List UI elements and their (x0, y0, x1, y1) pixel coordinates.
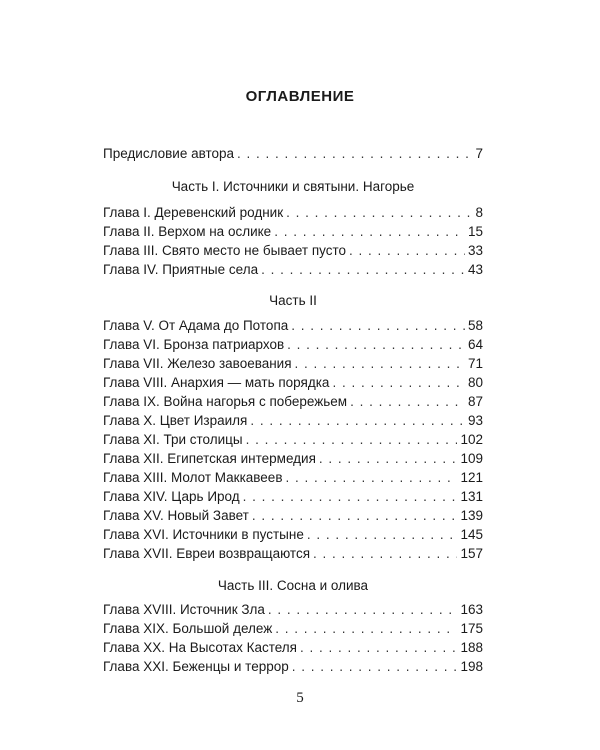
leader-dots (307, 525, 458, 545)
toc-entry-page: 145 (460, 527, 483, 542)
part-heading: Часть III. Сосна и олива (217, 578, 369, 593)
leader-dots (287, 335, 465, 355)
toc-entry-page: 198 (460, 659, 483, 674)
leader-dots (286, 468, 458, 488)
toc-entry-label: Глава V. От Адама до Потопа (103, 318, 289, 333)
toc-entry-preface (103, 144, 483, 164)
toc-entry-page: 139 (460, 508, 483, 523)
toc-entry-page: 80 (467, 375, 483, 390)
toc-entry-label: Глава XI. Три столицы (103, 432, 243, 447)
toc-entry-label: Глава I. Деревенский родник (103, 205, 284, 220)
toc-entry-label: Глава III. Свято место не бывает пусто (103, 243, 347, 258)
toc-entry-page: 93 (467, 413, 483, 428)
page-title: ОГЛАВЛЕНИЕ (245, 88, 355, 105)
leader-dots (319, 449, 458, 469)
toc-entry (103, 506, 483, 526)
toc-entry-label: Глава XX. На Высотах Кастеля (103, 640, 297, 655)
leader-dots (292, 657, 458, 677)
toc-entry-label: Глава X. Цвет Израиля (103, 413, 248, 428)
toc-entry-label: Глава XXI. Беженцы и террор (103, 659, 289, 674)
leader-dots (246, 430, 458, 450)
toc-entry (103, 525, 483, 545)
toc-entry-label: Глава XIV. Царь Ирод (103, 489, 240, 504)
toc-entry-page: 43 (467, 262, 483, 277)
toc-entry (103, 638, 483, 658)
toc-entry (103, 468, 483, 488)
toc-entry-label: Глава XIII. Молот Маккавеев (103, 470, 283, 485)
leader-dots (274, 222, 465, 242)
toc-entry-page: 188 (460, 640, 483, 655)
toc-entry (103, 600, 483, 620)
leader-dots (291, 316, 465, 336)
toc-entry (103, 544, 483, 564)
leader-dots (275, 619, 457, 639)
leader-dots (252, 506, 458, 526)
toc-entry-page: 163 (460, 602, 483, 617)
toc-entry-label: Глава IX. Война нагорья с побережьем (103, 394, 348, 409)
toc-entry-label: Глава XV. Новый Завет (103, 508, 249, 523)
toc-entry (103, 619, 483, 639)
toc-entry-label: Глава VI. Бронза патриархов (103, 337, 285, 352)
toc-entry-page: 131 (460, 489, 483, 504)
toc-entry-label: Предисловие автора (103, 146, 235, 161)
toc-entry-label: Глава VII. Железо завоевания (103, 356, 292, 371)
toc-entry-page: 109 (460, 451, 483, 466)
toc-entry (103, 241, 483, 261)
toc-entry (103, 203, 483, 223)
part-heading: Часть I. Источники и святыни. Нагорье (171, 179, 415, 194)
toc-entry (103, 222, 483, 242)
toc-entry-page: 58 (467, 318, 483, 333)
toc-entry (103, 487, 483, 507)
toc-entry (103, 316, 483, 336)
toc-entry (103, 354, 483, 374)
leader-dots (313, 544, 457, 564)
leader-dots (349, 241, 465, 261)
toc-entry-label: Глава XVII. Евреи возвращаются (103, 546, 311, 561)
leader-dots (268, 600, 458, 620)
leader-dots (261, 260, 465, 280)
leader-dots (250, 411, 465, 431)
toc-entry (103, 449, 483, 469)
page-number: 5 (296, 690, 304, 706)
toc-entry-page: 121 (460, 470, 483, 485)
leader-dots (295, 354, 465, 374)
toc-entry-label: Глава XVIII. Источник Зла (103, 602, 265, 617)
toc-entry-label: Глава IV. Приятные села (103, 262, 259, 277)
toc-entry-page: 71 (467, 356, 483, 371)
toc-entry (103, 260, 483, 280)
toc-entry (103, 430, 483, 450)
leader-dots (350, 392, 465, 412)
toc-entry-label: Глава XII. Египетская интермедия (103, 451, 316, 466)
toc-entry (103, 392, 483, 412)
toc-entry (103, 411, 483, 431)
leader-dots (332, 373, 465, 393)
toc-entry-page: 7 (475, 146, 483, 161)
toc-entry-label: Глава XIX. Большой дележ (103, 621, 273, 636)
toc-entry-page: 15 (467, 224, 483, 239)
toc-entry-label: Глава II. Верхом на ослике (103, 224, 272, 239)
toc-entry-page: 157 (460, 546, 483, 561)
toc-entry-page: 33 (467, 243, 483, 258)
toc-entry-page: 102 (460, 432, 483, 447)
leader-dots (300, 638, 457, 658)
part-heading: Часть II (269, 293, 317, 308)
toc-entry-label: Глава XVI. Источники в пустыне (103, 527, 304, 542)
toc-entry-page: 175 (460, 621, 483, 636)
toc-entry (103, 373, 483, 393)
leader-dots (243, 487, 458, 507)
toc-entry-page: 87 (467, 394, 483, 409)
toc-entry (103, 335, 483, 355)
toc-entry-page: 8 (475, 205, 483, 220)
toc-entry-page: 64 (467, 337, 483, 352)
toc-entry-label: Глава VIII. Анархия — мать порядка (103, 375, 330, 390)
leader-dots (237, 144, 472, 164)
leader-dots (286, 203, 472, 223)
toc-entry (103, 657, 483, 677)
